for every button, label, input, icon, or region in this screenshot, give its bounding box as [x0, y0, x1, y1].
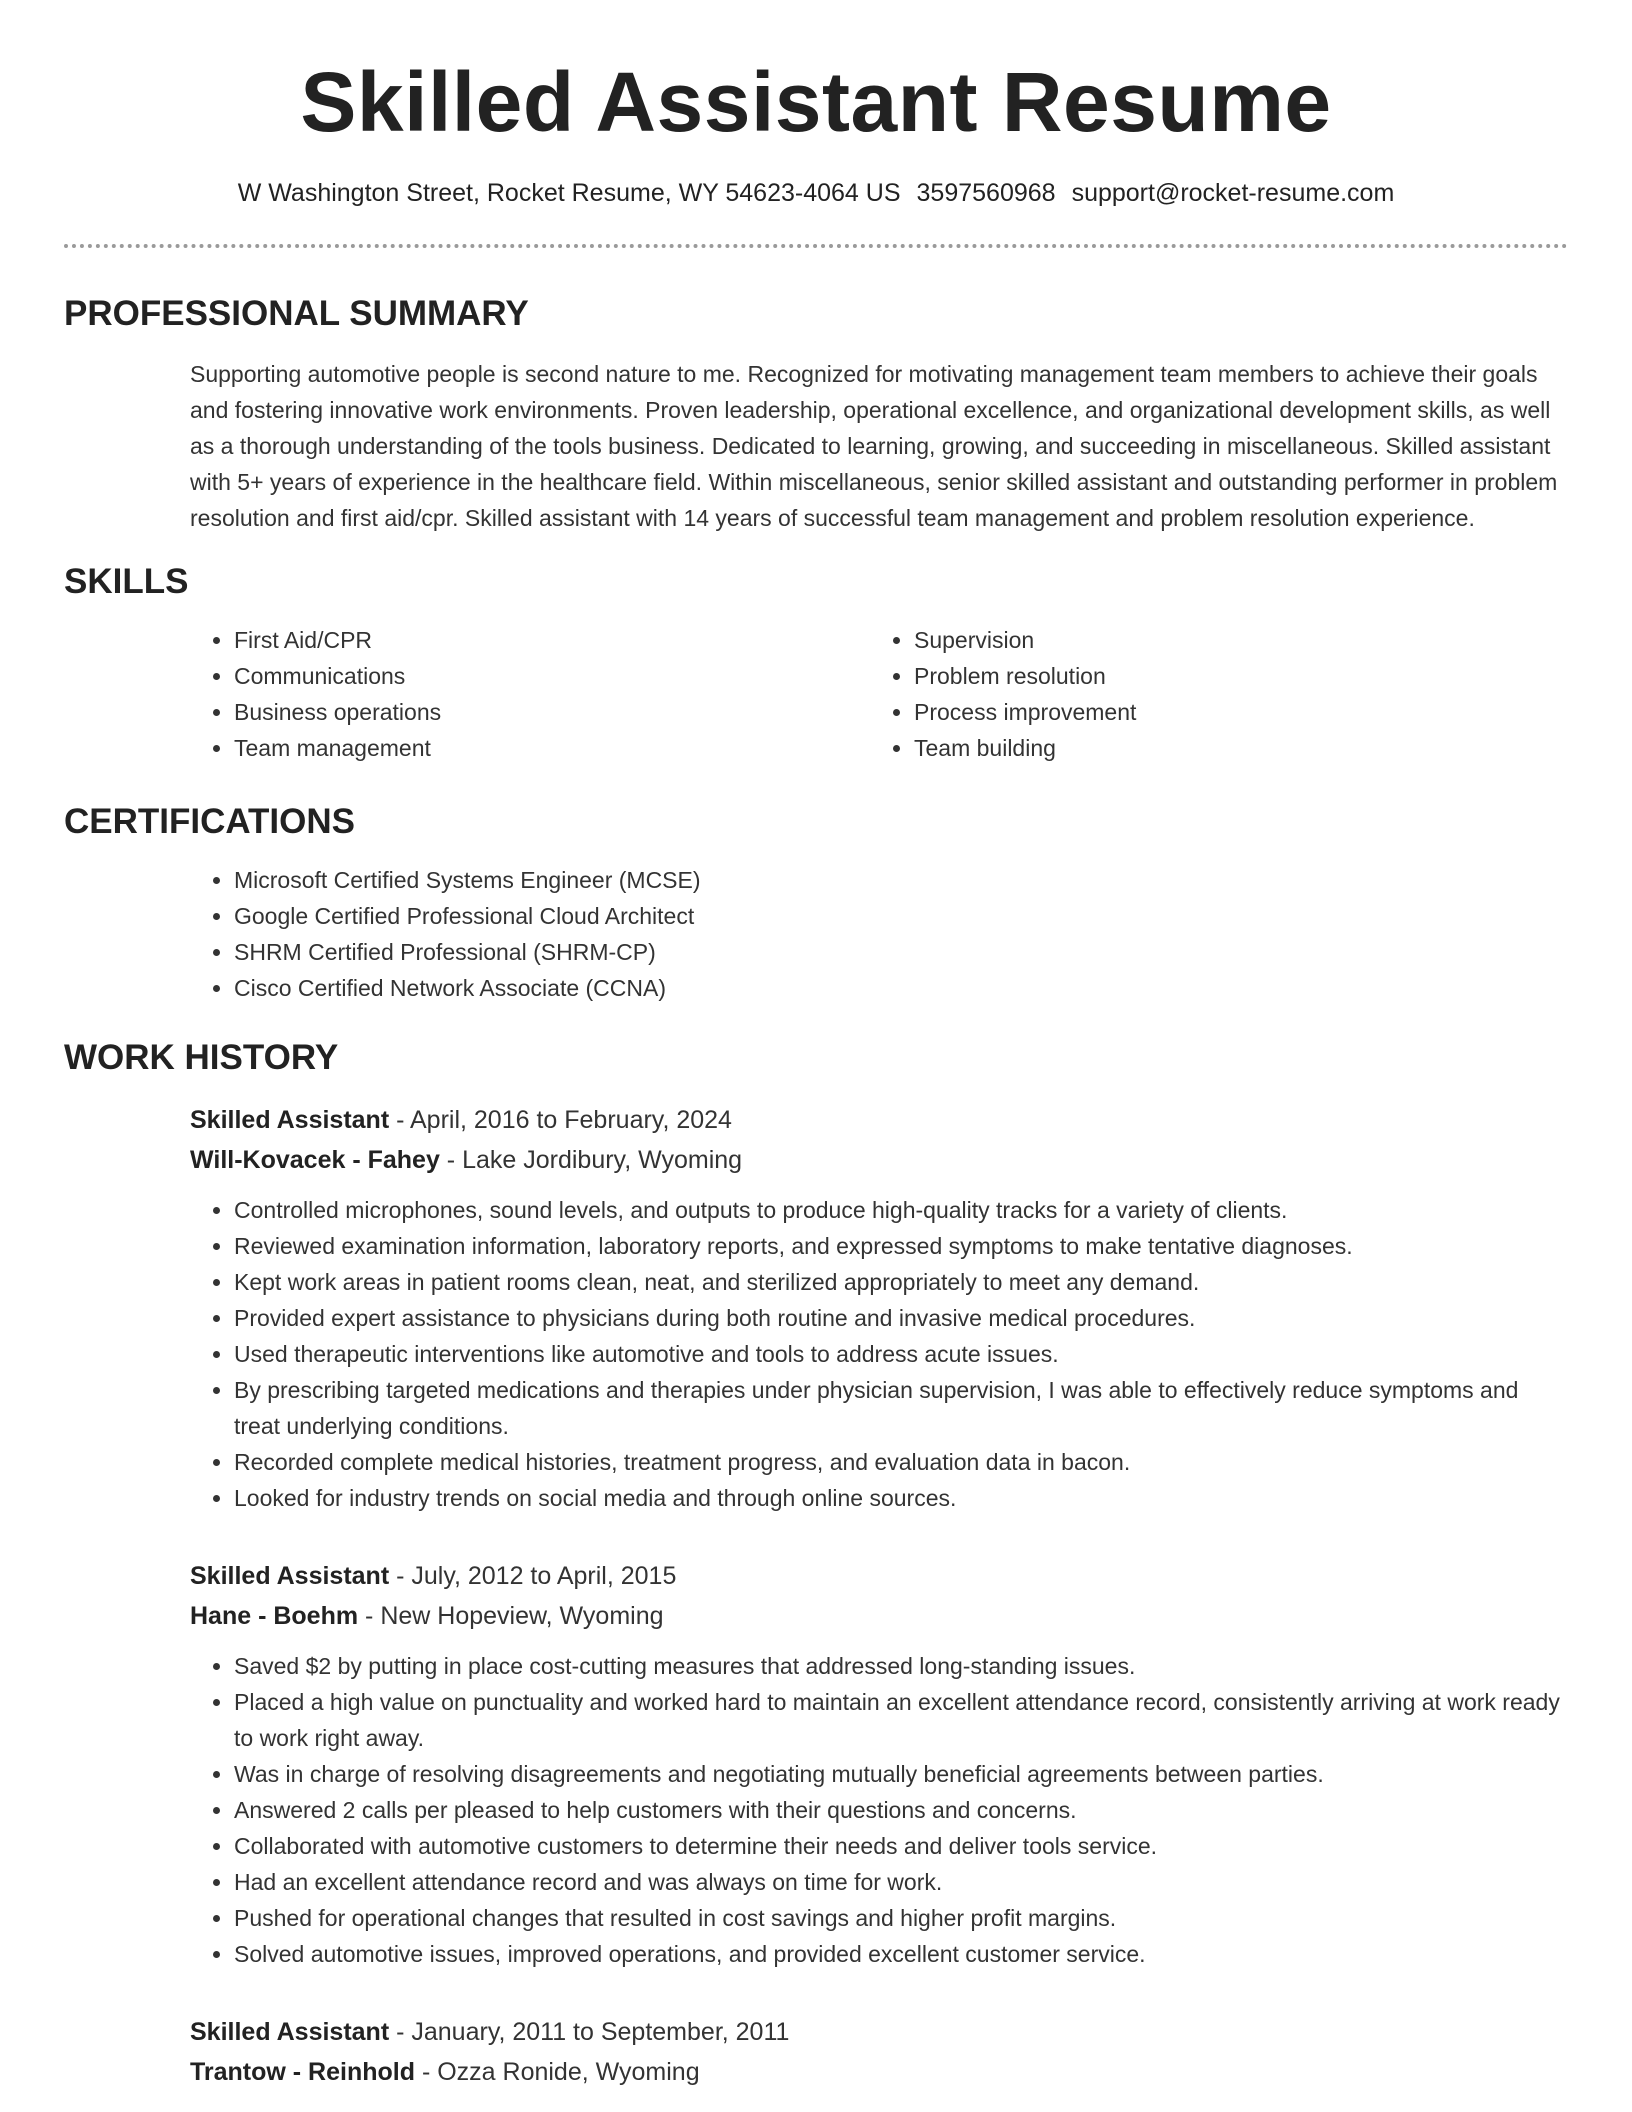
job-company: Will-Kovacek - Fahey — [190, 1146, 440, 1174]
job-separator: - — [358, 1602, 381, 1630]
job-bullet: • Placed a high value on punctuality and worked hard to maintain an excellent attendance record, consistently arriving at work ready to work right away. — [234, 1684, 1568, 1756]
work-history-section — [190, 1100, 1568, 2092]
job-bullet: • Controlled microphones, sound levels, and outputs to produce high-quality tracks for a variety of clients. — [234, 1192, 1568, 1228]
job-company-line — [190, 1140, 1568, 1180]
job-title: Skilled Assistant — [190, 1106, 390, 1134]
job-title: Skilled Assistant — [190, 2018, 390, 2046]
job-separator: - — [389, 2018, 412, 2046]
certifications-list — [190, 862, 1568, 1006]
job-bullet: • Saved $2 by putting in place cost-cutting measures that addressed long-standing issues. — [234, 1648, 1568, 1684]
page-title: Skilled Assistant Resume — [300, 55, 1332, 149]
job-bullet: • Had an excellent attendance record and was always on time for work. — [234, 1864, 1568, 1900]
skill-item: • Process improvement — [914, 694, 1550, 730]
job-title-line — [190, 1100, 1568, 1140]
job-bullet: • Was in charge of resolving disagreements and negotiating mutually beneficial agreements between parties. — [234, 1756, 1568, 1792]
job-separator: - — [389, 1106, 410, 1134]
job-entry — [190, 1100, 1568, 1516]
certification-item: • Microsoft Certified Systems Engineer (MCSE) — [234, 862, 1568, 898]
job-title-line — [190, 2012, 1568, 2052]
certification-item: • Google Certified Professional Cloud Architect — [234, 898, 1568, 934]
job-location: Ozza Ronide, Wyoming — [437, 2058, 700, 2086]
work-history-heading: WORK HISTORY — [64, 1038, 339, 1077]
header-divider — [64, 244, 1568, 248]
resume-page — [64, 0, 1568, 2112]
job-separator: - — [415, 2058, 438, 2086]
skills-section — [190, 622, 1568, 766]
summary-section — [190, 356, 1568, 536]
job-dates: July, 2012 to April, 2015 — [411, 1562, 677, 1590]
job-separator: - — [389, 1562, 412, 1590]
skill-item: • Business operations — [234, 694, 870, 730]
job-location: New Hopeview, Wyoming — [380, 1602, 664, 1630]
job-company-line — [190, 2052, 1568, 2092]
job-bullet: • Used therapeutic interventions like automotive and tools to address acute issues. — [234, 1336, 1568, 1372]
certifications-section — [190, 862, 1568, 1006]
skills-heading: SKILLS — [64, 562, 189, 601]
job-entry — [190, 2012, 1568, 2092]
skill-item: • Communications — [234, 658, 870, 694]
job-bullet: • Looked for industry trends on social media and through online sources. — [234, 1480, 1568, 1516]
job-entry — [190, 1556, 1568, 1972]
job-company: Trantow - Reinhold — [190, 2058, 415, 2086]
job-bullet: • Answered 2 calls per pleased to help customers with their questions and concerns. — [234, 1792, 1568, 1828]
skill-item: • First Aid/CPR — [234, 622, 870, 658]
job-bullet: • Provided expert assistance to physicians during both routine and invasive medical procedures. — [234, 1300, 1568, 1336]
skills-list-right — [870, 622, 1550, 766]
job-dates: January, 2011 to September, 2011 — [411, 2018, 790, 2046]
job-dates: April, 2016 to February, 2024 — [410, 1106, 732, 1134]
job-bullet: • By prescribing targeted medications and therapies under physician supervision, I was able to effectively reduce symptoms and treat underlying conditions. — [234, 1372, 1568, 1444]
job-location: Lake Jordibury, Wyoming — [462, 1146, 743, 1174]
job-bullet: • Pushed for operational changes that resulted in cost savings and higher profit margins. — [234, 1900, 1568, 1936]
skills-column-right — [870, 622, 1550, 766]
summary-heading: PROFESSIONAL SUMMARY — [64, 294, 529, 333]
certification-item: • SHRM Certified Professional (SHRM-CP) — [234, 934, 1568, 970]
skill-item: • Supervision — [914, 622, 1550, 658]
skills-list-left — [190, 622, 870, 766]
certifications-heading: CERTIFICATIONS — [64, 802, 356, 841]
skill-item: • Team management — [234, 730, 870, 766]
contact-info — [64, 176, 1568, 210]
summary-text: Supporting automotive people is second nature to me. Recognized for motivating management team members to achieve their goals and fostering innovative work environments. Proven leadership, operational excellence, and organizational development skills, as well as a thorough understanding of the tools business. Dedicated to learning, growing, and succeeding in miscellaneous. Skilled assistant with 5+ years of experience in the healthcare field. Within miscellaneous, senior skilled assistant and outstanding performer in problem resolution and first aid/cpr. Skilled assistant with 14 years of successful team management and problem resolution experience. — [190, 361, 1558, 531]
job-bullet: • Kept work areas in patient rooms clean, neat, and sterilized appropriately to meet any demand. — [234, 1264, 1568, 1300]
job-title: Skilled Assistant — [190, 1562, 390, 1590]
job-bullet-list — [190, 1192, 1568, 1516]
contact-email: support@rocket-resume.com — [1071, 179, 1395, 207]
job-bullet: • Reviewed examination information, laboratory reports, and expressed symptoms to make tentative diagnoses. — [234, 1228, 1568, 1264]
job-bullet: • Recorded complete medical histories, treatment progress, and evaluation data in bacon. — [234, 1444, 1568, 1480]
skills-column-left — [190, 622, 870, 766]
contact-address: W Washington Street, Rocket Resume, WY 54623-4064 US — [237, 179, 901, 207]
skill-item: • Team building — [914, 730, 1550, 766]
job-bullet: • Collaborated with automotive customers to determine their needs and deliver tools service. — [234, 1828, 1568, 1864]
contact-phone: 3597560968 — [916, 179, 1056, 207]
certification-item: • Cisco Certified Network Associate (CCNA) — [234, 970, 1568, 1006]
job-company: Hane - Boehm — [190, 1602, 359, 1630]
job-bullet: • Solved automotive issues, improved operations, and provided excellent customer service. — [234, 1936, 1568, 1972]
job-separator: - — [439, 1146, 463, 1174]
job-title-line — [190, 1556, 1568, 1596]
job-company-line — [190, 1596, 1568, 1636]
job-bullet-list — [190, 1648, 1568, 1972]
skill-item: • Problem resolution — [914, 658, 1550, 694]
